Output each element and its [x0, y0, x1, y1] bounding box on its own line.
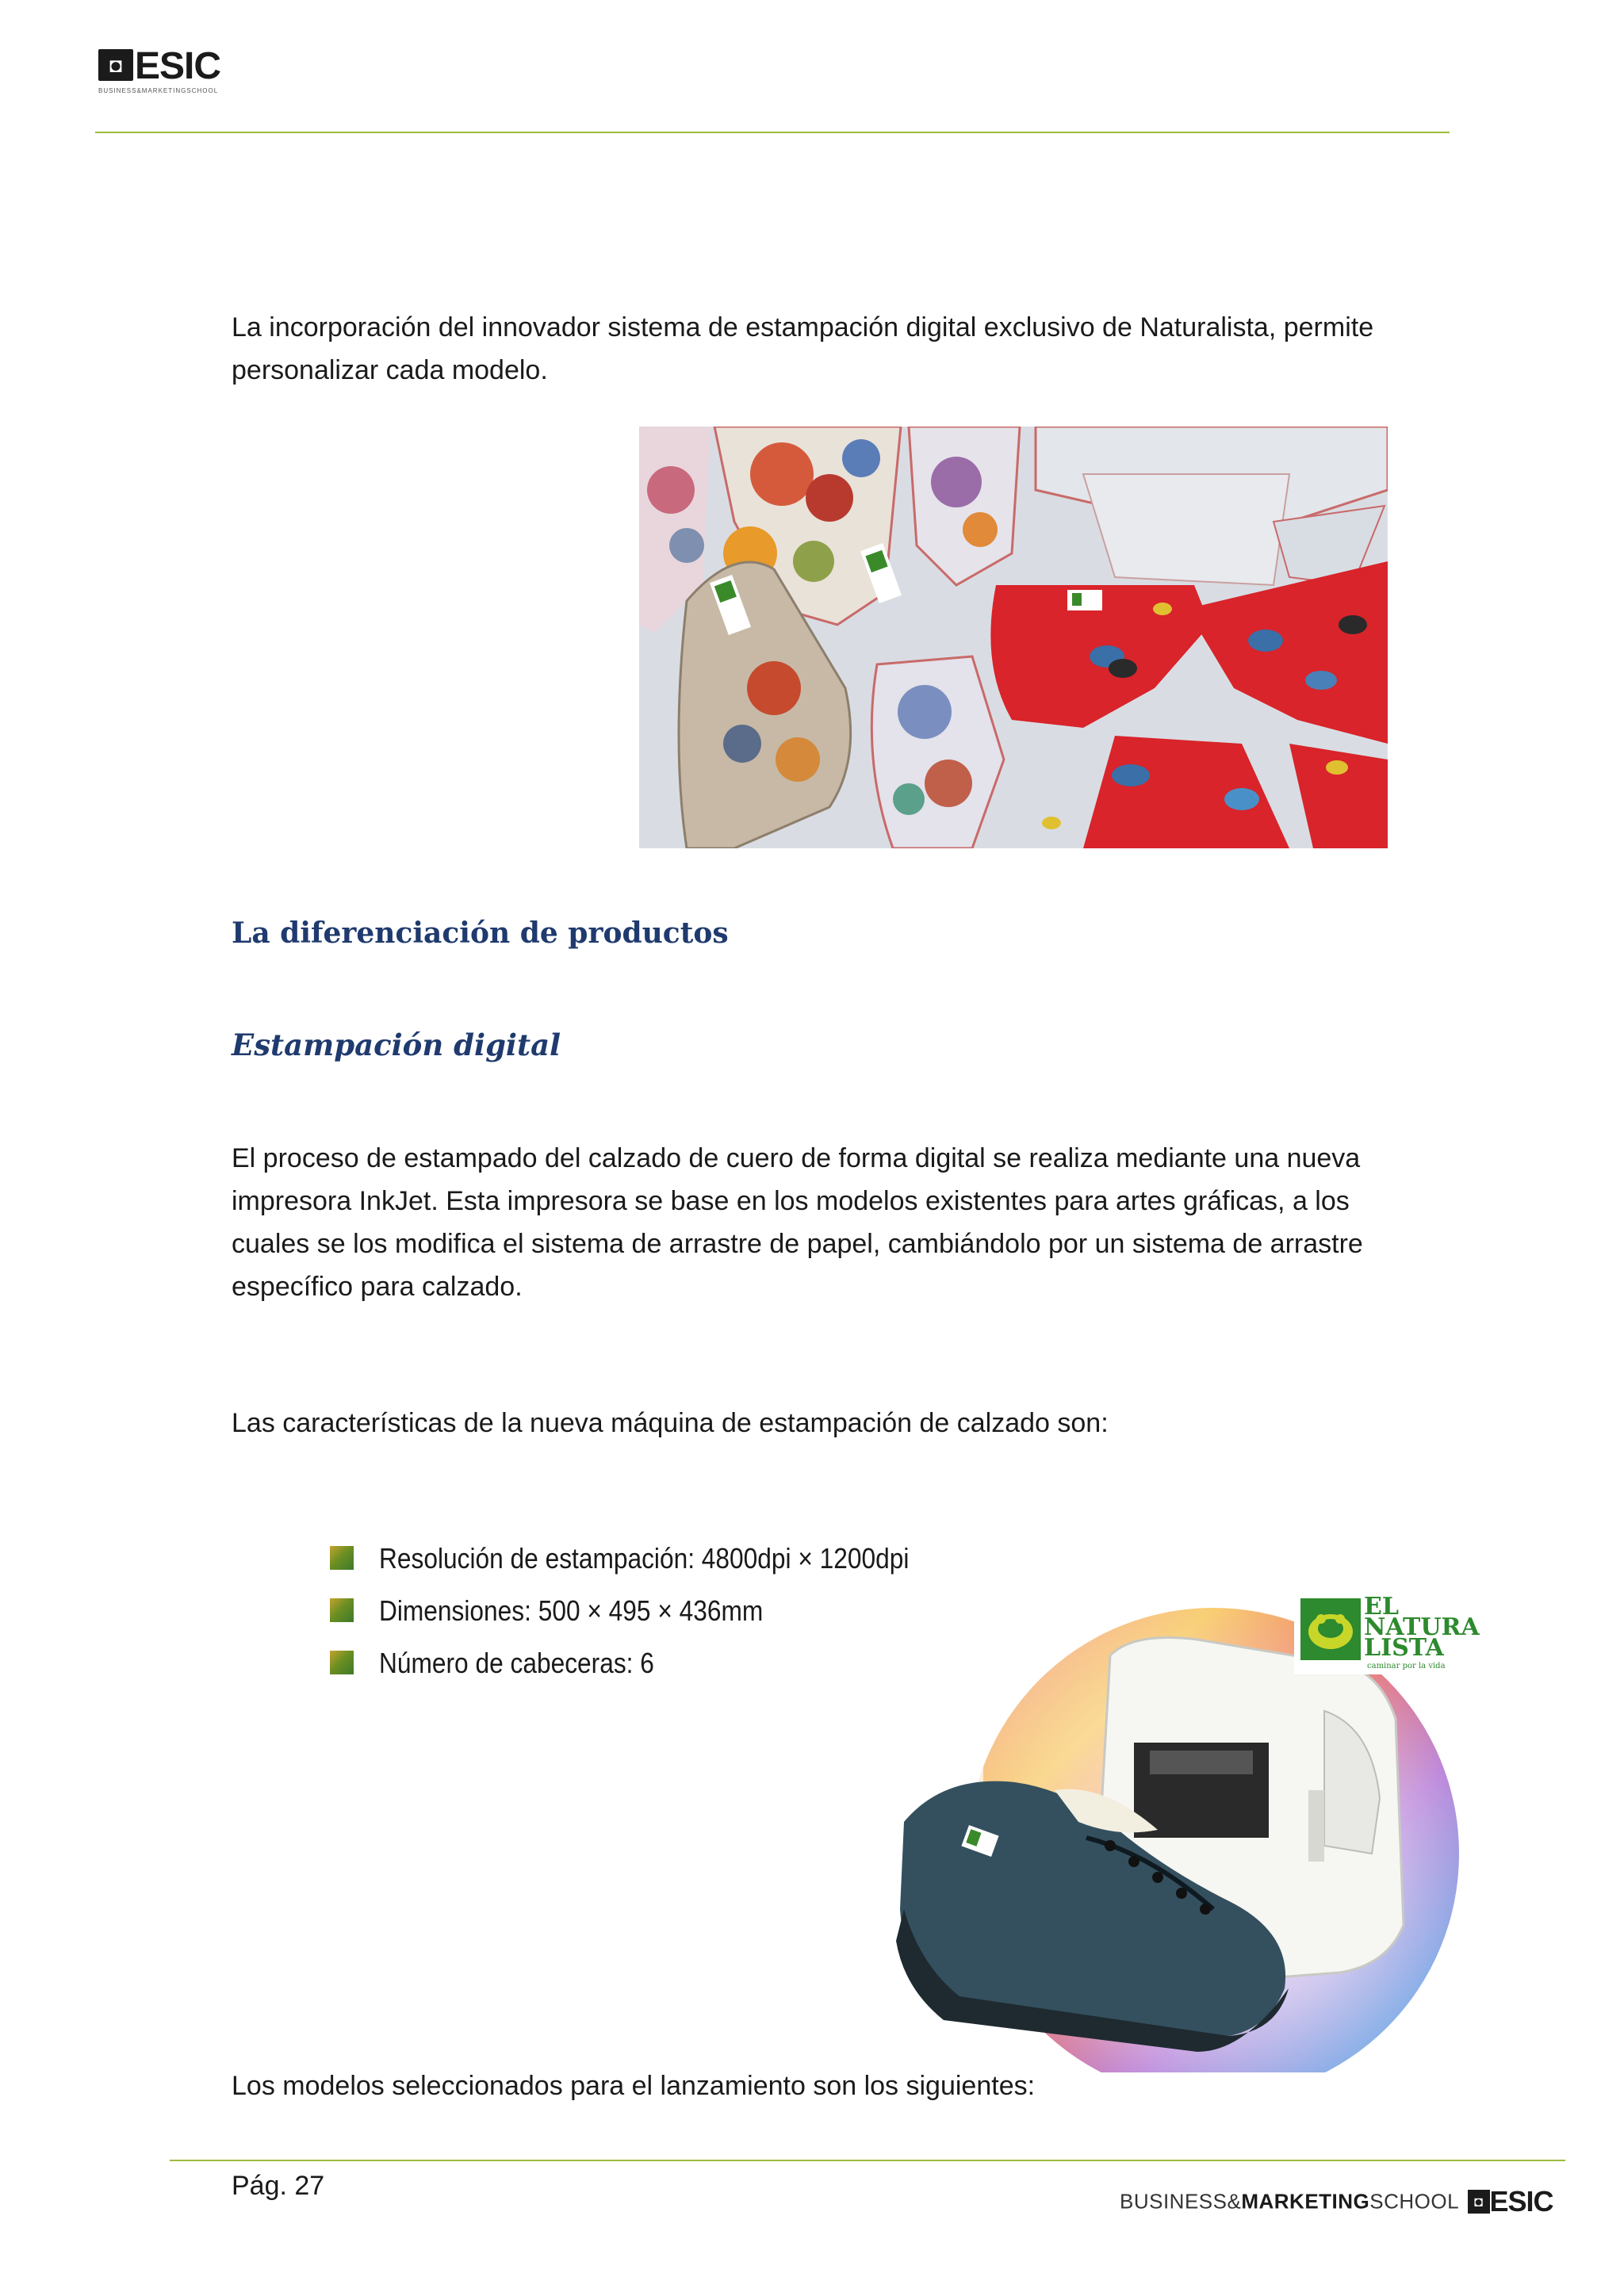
esic-emblem-icon: ◘ — [98, 49, 133, 81]
feature-text: Dimensiones: 500 × 495 × 436mm — [379, 1594, 764, 1627]
badge-line-2: NATURA — [1364, 1613, 1480, 1641]
footer-brand-suffix: SCHOOL — [1369, 2189, 1460, 2214]
feature-text: Número de cabeceras: 6 — [379, 1647, 654, 1679]
esic-logo — [98, 45, 257, 101]
footer-brand-prefix: BUSINESS& — [1120, 2189, 1242, 2214]
esic-logo-subtext: BUSINESS&MARKETINGSCHOOL — [98, 87, 219, 94]
el-naturalista-badge — [1294, 1592, 1483, 1674]
features-intro: Las características de la nueva máquina de estampación de calzado son: — [232, 1408, 1109, 1438]
bullet-square-icon — [330, 1651, 354, 1674]
footer-esic-logo: ESIC — [1489, 2185, 1553, 2218]
process-paragraph: El proceso de estampado del calzado de cuero de forma digital se realiza mediante una nueva impresora InkJet. Esta impresora se base en los modelos existentes para artes gráficas, a los cuales se los modifica el sistema de arrastre de papel, cambiándolo por un sistema de arrastre específico para calzado. — [232, 1143, 1363, 1302]
esic-logo-text: ESIC — [135, 45, 221, 87]
models-intro: Los modelos seleccionados para el lanzamiento son los siguientes: — [232, 2071, 1036, 2101]
printed-leather-photo — [639, 427, 1388, 848]
bullet-square-icon — [330, 1598, 354, 1622]
footer-brand — [1120, 2185, 1553, 2218]
badge-line-1: EL — [1364, 1593, 1399, 1621]
bullet-square-icon — [330, 1546, 354, 1570]
subsection-heading: Estampación digital — [232, 1027, 561, 1062]
badge-line-3: LISTA — [1364, 1634, 1444, 1662]
feature-text: Resolución de estampación: 4800dpi × 1200dpi — [379, 1542, 910, 1575]
section-heading: La diferenciación de productos — [232, 916, 729, 950]
footer-rule — [170, 2160, 1565, 2161]
footer-brand-bold: MARKETING — [1241, 2189, 1370, 2214]
printer-shoe-photo — [896, 1592, 1499, 2072]
page-number: Pág. 27 — [232, 2171, 325, 2201]
intro-paragraph: La incorporación del innovador sistema de estampación digital exclusivo de Naturalista, permite personalizar cada modelo. — [232, 312, 1374, 385]
footer-school-name — [1120, 2190, 1459, 2214]
esic-emblem-icon: ◘ — [1468, 2190, 1490, 2214]
badge-tagline: caminar por la vida — [1367, 1662, 1446, 1670]
leather-pieces-illustration — [639, 427, 1388, 848]
header-rule — [95, 132, 1450, 133]
